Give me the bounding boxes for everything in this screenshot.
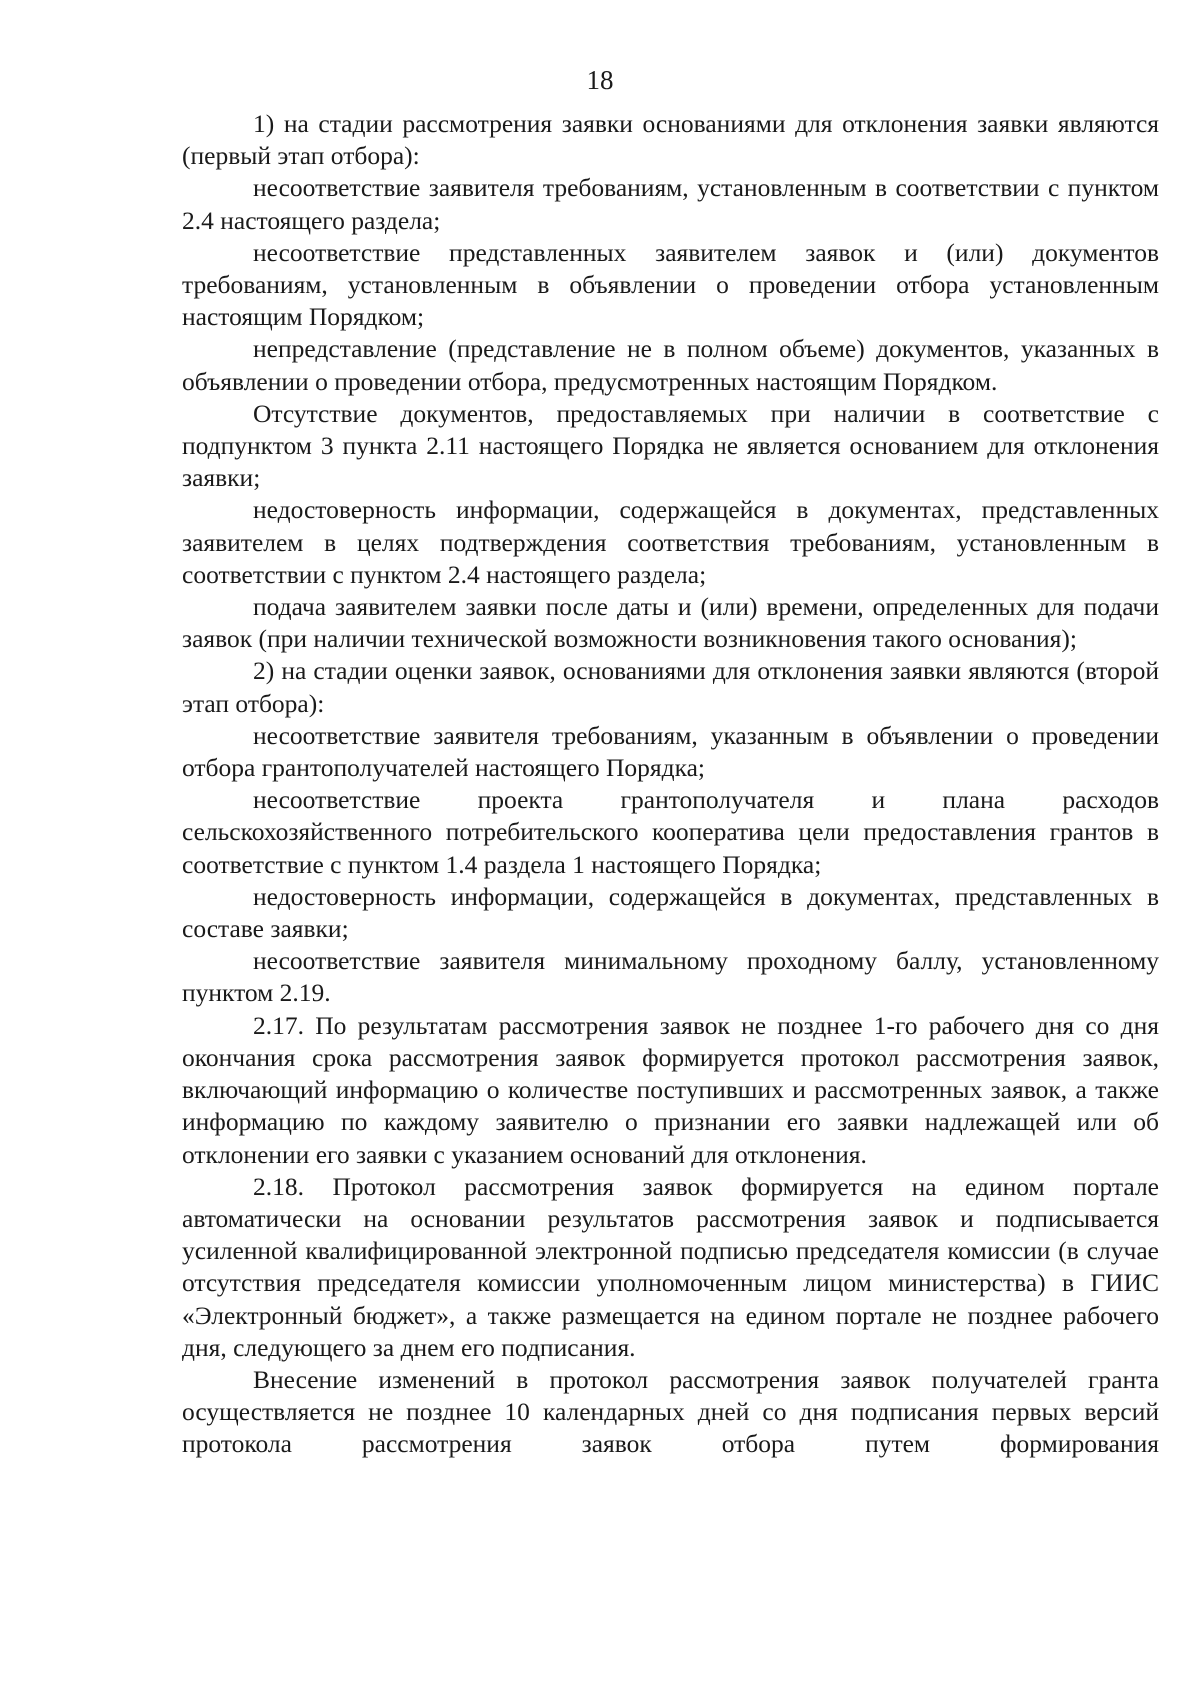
paragraph-13: 2.17. По результатам рассмотрения заявок не позднее 1-го рабочего дня со дня окончания срока рассмотрения заявок формируется протокол рассмотрения заявок, включающий информацию о количестве поступивших и рассмотренных заявок, а также информацию по каждому заявителю о признании его заявки надлежащей или об отклонении его заявки с указанием оснований для отклонения. xyxy=(182,1010,1159,1169)
paragraph-15: Внесение изменений в протокол рассмотрения заявок получателей гранта осуществляется не позднее 10 календарных дней со дня подписания первых версий протокола рассмотрения заявок отбора путем формирования xyxy=(182,1364,1159,1459)
paragraph-1: 1) на стадии рассмотрения заявки основаниями для отклонения заявки являются (первый этап отбора): xyxy=(182,109,1159,171)
paragraph-3: несоответствие представленных заявителем заявок и (или) документов требованиям, установленным в объявлении о проведении отбора установленным настоящим Порядком; xyxy=(182,237,1159,332)
paragraph-4: непредставление (представление не в полном объеме) документов, указанных в объявлении о проведении отбора, предусмотренных настоящим Порядком. xyxy=(182,334,1159,396)
paragraph-7: подача заявителем заявки после даты и (или) времени, определенных для подачи заявок (при наличии технической возможности возникновения такого основания); xyxy=(182,592,1159,654)
paragraph-6: недостоверность информации, содержащейся в документах, представленных заявителем в целях подтверждения соответствия требованиям, установленным в соответствии с пунктом 2.4 настоящего раздела; xyxy=(182,495,1159,589)
paragraph-5: Отсутствие документов, предоставляемых при наличии в соответствие с подпунктом 3 пункта 2.11 настоящего Порядка не является основанием для отклонения заявки; xyxy=(182,398,1159,493)
paragraph-10: несоответствие проекта грантополучателя и плана расходов сельскохозяйственного потребительского кооператива цели предоставления грантов в соответствие с пунктом 1.4 раздела 1 настоящего Порядка; xyxy=(182,785,1159,879)
paragraph-12: несоответствие заявителя минимальному проходному баллу, установленному пунктом 2.19. xyxy=(182,946,1159,1008)
document-body xyxy=(182,108,1159,1461)
paragraph-2: несоответствие заявителя требованиям, установленным в соответствии с пунктом 2.4 настоящего раздела; xyxy=(182,173,1159,235)
paragraph-9: несоответствие заявителя требованиям, указанным в объявлении о проведении отбора грантополучателей настоящего Порядка; xyxy=(182,720,1159,783)
paragraph-14: 2.18. Протокол рассмотрения заявок формируется на едином портале автоматически на основании результатов рассмотрения заявок и подписывается усиленной квалифицированной электронной подписью председателя комиссии (в случае отсутствия председателя комиссии уполномоченным лицом министерства) в ГИИС «Электронный бюджет», а также размещается на едином портале не позднее рабочего дня, следующего за днем его подписания. xyxy=(182,1171,1159,1362)
page-number: 18 xyxy=(586,65,614,95)
paragraph-8: 2) на стадии оценки заявок, основаниями для отклонения заявки являются (второй этап отбора): xyxy=(182,656,1159,718)
paragraph-11: недостоверность информации, содержащейся в документах, представленных в составе заявки; xyxy=(182,881,1159,944)
